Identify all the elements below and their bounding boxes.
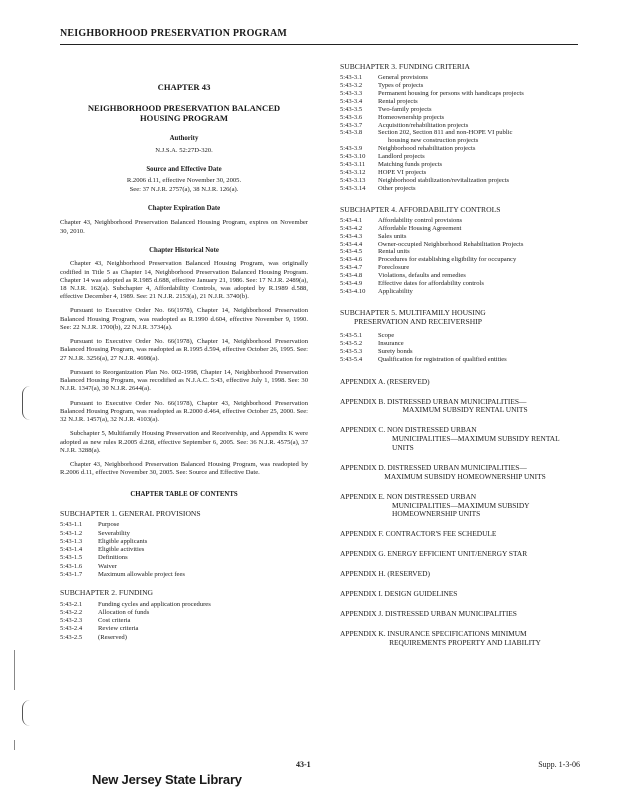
- section-number: 5:43-5.4: [340, 355, 363, 363]
- section-title: Homeownership projects: [378, 113, 445, 121]
- toc-entry: [340, 161, 590, 169]
- toc-entry: [340, 153, 590, 161]
- section-title: Other projects: [378, 184, 416, 192]
- section-title: Funding cycles and application procedures: [98, 600, 211, 608]
- appendix-title-line: APPENDIX K. INSURANCE SPECIFICATIONS MINIMUM: [340, 628, 527, 638]
- appendix-entry: [340, 426, 590, 453]
- section-number: 5:43-1.4: [60, 546, 83, 554]
- section-number: 5:43-3.10: [340, 153, 366, 161]
- section-title: Surety bonds: [378, 347, 413, 355]
- supplement-date: Supp. 1-3-06: [538, 760, 580, 769]
- section-number: 5:43-1.2: [60, 529, 83, 537]
- appendix-title-line: REQUIREMENTS PROPERTY AND LIABILITY: [389, 637, 541, 647]
- toc-entry: [340, 82, 590, 90]
- section-number: 5:43-4.5: [340, 248, 363, 256]
- toc-entry: [340, 169, 590, 177]
- history-paragraph: Subchapter 5, Multifamily Housing Preservation and Receivership, and Appendix K were adopted as new rules R.2005 d.268, effective September 6, 2005. See: 36 N.J.R. 4575(a), 37 N.J.R. 3288(a).: [60, 430, 308, 454]
- section-number: 5:43-2.3: [60, 617, 83, 625]
- page-number: 43-1: [296, 760, 311, 769]
- section-title: Cost criteria: [98, 617, 131, 625]
- toc-entry: [60, 521, 308, 529]
- appendix-entry: APPENDIX J. DISTRESSED URBAN MUNICIPALITIES: [340, 608, 517, 618]
- toc-entry: [60, 634, 308, 642]
- margin-bracket-mark: [22, 700, 32, 726]
- source-text: [60, 177, 308, 193]
- section-title: Foreclosure: [378, 264, 410, 272]
- section-title: Types of projects: [378, 82, 424, 90]
- section-number: 5:43-3.3: [340, 89, 363, 97]
- toc-entry: [60, 538, 308, 546]
- appendix-title-line: MUNICIPALITIES—MAXIMUM SUBSIDY: [392, 500, 530, 510]
- toc-entry: [340, 129, 590, 145]
- section-title: Matching funds projects: [378, 161, 443, 169]
- section-number: 5:43-1.3: [60, 537, 83, 545]
- toc-entry: [340, 225, 590, 233]
- toc-entry: [340, 122, 590, 130]
- toc-entry: [60, 625, 308, 633]
- section-title: Qualification for registration of qualified entities: [378, 355, 507, 363]
- history-paragraph: Pursuant to Reorganization Plan No. 002-1998, Chapter 14, Neighborhood Preservation Balanced Housing Program, was recodified as N.J.A.C. 5:43, effective July 1, 1998. See: 30 N.J.R. 1347(a), 30 N.J.R. 2644(a).: [60, 368, 308, 393]
- toc-entry: [60, 617, 308, 625]
- section-title: Applicability: [378, 287, 413, 295]
- subchapter-heading-line: SUBCHAPTER 5. MULTIFAMILY HOUSING: [340, 307, 486, 317]
- section-title: Affordability control provisions: [378, 216, 463, 224]
- history-paragraph: Chapter 43, Neighborhood Preservation Balanced Housing Program, was originally codified in Title 5 as Chapter 14, Neighborhood Preservation Balanced Housing Program. Chapter 14 was adopted as R.1985 d.688, effective January 21, 1986. See: 17 N.J.R. 2489(a), 18 N.J.R. 162(a). Subchapter 4, Affordability Controls, was adopted by R.1989 d.588, effective December 4, 1989. See: 21 N.J.R. 2153(a), 21 N.J.R. 3740(b).: [60, 260, 308, 301]
- appendix-entry: [340, 493, 590, 520]
- toc-entry: [340, 356, 590, 364]
- section-number: 5:43-3.8: [340, 129, 363, 137]
- section-title: Insurance: [378, 340, 404, 347]
- section-number: 5:43-3.7: [340, 121, 363, 129]
- section-number: 5:43-3.5: [340, 105, 363, 113]
- section-number: 5:43-3.12: [340, 168, 366, 176]
- appendix-entry: APPENDIX A. (RESERVED): [340, 376, 430, 386]
- toc-entry: [340, 280, 590, 288]
- section-number: 5:43-3.1: [340, 74, 363, 82]
- toc-entry: [340, 145, 590, 153]
- section-title: Purpose: [98, 521, 120, 529]
- history-paragraph: Pursuant to Executive Order No. 66(1978), Chapter 14, Neighborhood Preservation Balanced Housing Program, was readopted as R.1990 d.604, effective November 9, 1990. See: 22 N.J.R. 1700(b), 22 N.J.R. 3734(a).: [60, 307, 308, 331]
- section-number: 5:43-4.7: [340, 264, 363, 272]
- section-number: 5:43-2.4: [60, 625, 83, 633]
- toc-entry: [340, 233, 590, 241]
- section-number: 5:43-4.2: [340, 224, 363, 232]
- appendix-entry: APPENDIX G. ENERGY EFFICIENT UNIT/ENERGY STAR: [340, 549, 528, 559]
- expiration-heading: Chapter Expiration Date: [147, 204, 221, 212]
- section-number: 5:43-4.9: [340, 280, 363, 288]
- section-title: General provisions: [378, 74, 428, 82]
- section-number: 5:43-1.6: [60, 562, 83, 570]
- subchapter-heading: SUBCHAPTER 3. FUNDING CRITERIA: [340, 62, 470, 71]
- appendix-entry: APPENDIX F. CONTRACTOR'S FEE SCHEDULE: [340, 529, 497, 539]
- appendix-entry: APPENDIX H. (RESERVED): [340, 569, 430, 579]
- appendix-title-line: APPENDIX E. NON DISTRESSED URBAN: [340, 491, 477, 501]
- section-number: 5:43-2.5: [60, 633, 83, 641]
- toc-entry: [340, 114, 590, 122]
- section-title-line: Section 202, Section 811 and non-HOPE VI public: [378, 129, 513, 137]
- section-number: 5:43-4.10: [340, 287, 366, 295]
- toc-entry: [340, 90, 590, 98]
- header-rule: [60, 44, 578, 45]
- appendix-entry: APPENDIX I. DESIGN GUIDELINES: [340, 588, 458, 598]
- subchapter-heading: SUBCHAPTER 2. FUNDING: [60, 588, 154, 598]
- margin-tick-mark: [14, 740, 15, 750]
- toc-entry: [340, 256, 590, 264]
- section-number: 5:43-4.4: [340, 240, 363, 248]
- section-title: Scope: [378, 332, 395, 340]
- section-title: Eligible applicants: [98, 537, 148, 545]
- toc-entry: [340, 74, 590, 82]
- section-number: 5:43-5.2: [340, 340, 363, 347]
- toc-list: [60, 601, 308, 642]
- section-number: 5:43-3.4: [340, 97, 363, 105]
- chapter-title-line: HOUSING PROGRAM: [139, 113, 229, 124]
- appendix-entry: [340, 464, 590, 482]
- section-number: 5:43-3.14: [340, 184, 366, 192]
- section-title: Neighborhood rehabilitation projects: [378, 145, 476, 153]
- section-title: Violations, defaults and remedies: [378, 272, 466, 280]
- appendix-entry: [340, 630, 590, 648]
- toc-entry: [340, 106, 590, 114]
- toc-list: [340, 217, 590, 296]
- section-title: Landlord projects: [378, 153, 425, 161]
- section-title: Procedures for establishing eligibility for occupancy: [378, 256, 517, 264]
- toc-entry: [60, 554, 308, 562]
- subchapter-heading: SUBCHAPTER 4. AFFORDABILITY CONTROLS: [340, 204, 501, 214]
- toc-entry: [340, 332, 590, 340]
- appendix-title-line: APPENDIX C. NON DISTRESSED URBAN: [340, 425, 477, 435]
- section-title: Effective dates for affordability controls: [378, 280, 484, 288]
- section-title: Maximum allowable project fees: [98, 570, 185, 578]
- appendix-entry: [340, 398, 590, 416]
- toc-entry: [60, 571, 308, 579]
- section-number: 5:43-1.1: [60, 521, 83, 529]
- toc-list: [340, 74, 590, 193]
- section-number: 5:43-4.1: [340, 216, 363, 224]
- subchapter-heading: [340, 308, 590, 326]
- history-heading: Chapter Historical Note: [149, 246, 219, 254]
- appendix-title-line: MUNICIPALITIES—MAXIMUM SUBSIDY RENTAL: [392, 434, 560, 444]
- toc-entry: [60, 601, 308, 609]
- subchapter-heading-line: PRESERVATION AND RECEIVERSHIP: [354, 316, 482, 326]
- source-heading: Source and Effective Date: [146, 165, 222, 173]
- margin-bracket-mark: [22, 386, 32, 420]
- toc-entry: [60, 609, 308, 617]
- section-title: Affordable Housing Agreement: [378, 224, 462, 232]
- appendix-title-line: MAXIMUM SUBSIDY RENTAL UNITS: [402, 405, 528, 415]
- appendix-title-line: APPENDIX D. DISTRESSED URBAN MUNICIPALITIES—: [340, 462, 527, 472]
- section-title-continuation: housing new construction projects: [388, 137, 479, 145]
- toc-entry: [340, 340, 590, 348]
- section-title: Review criteria: [98, 625, 139, 633]
- toc-entry: [340, 241, 590, 249]
- section-title: Rental projects: [378, 97, 418, 105]
- appendix-title-line: MAXIMUM SUBSIDY HOMEOWNERSHIP UNITS: [384, 471, 546, 481]
- section-title: Owner-occupied Neighborhood Rehabilitation Projects: [378, 240, 524, 248]
- margin-tick-mark: [14, 650, 15, 690]
- toc-entry: [340, 272, 590, 280]
- section-number: 5:43-3.9: [340, 145, 363, 153]
- section-number: 5:43-2.2: [60, 608, 83, 616]
- library-stamp: New Jersey State Library: [92, 772, 242, 787]
- section-title: Rental units: [378, 248, 410, 256]
- section-number: 5:43-5.3: [340, 347, 363, 355]
- left-column: [60, 60, 308, 642]
- expiration-text: Chapter 43, Neighborhood Preservation Balanced Housing Program, expires on November 30, 2010.: [60, 219, 308, 235]
- toc-entry: [340, 264, 590, 272]
- appendix-title-line: HOMEOWNERSHIP UNITS: [392, 509, 481, 519]
- authority-text: N.J.S.A. 52:27D-320.: [155, 146, 213, 154]
- section-number: 5:43-3.6: [340, 113, 363, 121]
- section-title: Allocation of funds: [98, 608, 150, 616]
- authority-heading: Authority: [169, 135, 199, 143]
- history-paragraph: Chapter 43, Neighborhood Preservation Balanced Housing Program, was readopted by R.2006 d.11, effective November 30, 2005. See: Source and Effective Date.: [60, 461, 308, 477]
- running-head: NEIGHBORHOOD PRESERVATION PROGRAM: [60, 28, 288, 39]
- section-number: 5:43-4.3: [340, 232, 363, 240]
- section-number: 5:43-3.13: [340, 176, 366, 184]
- section-title: Two-family projects: [378, 105, 432, 113]
- section-title: HOPE VI projects: [378, 168, 427, 176]
- toc-entry: [340, 217, 590, 225]
- chapter-title: [60, 103, 308, 124]
- section-number: 5:43-3.11: [340, 161, 366, 169]
- section-title: Sales units: [378, 232, 407, 240]
- section-number: 5:43-3.2: [340, 82, 363, 90]
- toc-entry: [340, 177, 590, 185]
- right-column: [340, 60, 590, 647]
- chapter-number: CHAPTER 43: [157, 82, 211, 92]
- chapter-title-line: NEIGHBORHOOD PRESERVATION BALANCED: [87, 102, 281, 113]
- section-number: 5:43-1.7: [60, 570, 83, 578]
- history-paragraph: Pursuant to Executive Order No. 66(1978), Chapter 14, Neighborhood Preservation Balanced Housing Program, was readopted as R.1995 d.594, effective October 26, 1995. See: 27 N.J.R. 3256(a), 27 N.J.R. 4698(a).: [60, 338, 308, 362]
- toc-entry: [60, 546, 308, 554]
- section-number: 5:43-4.8: [340, 272, 363, 280]
- section-title: (Reserved): [98, 633, 127, 641]
- toc-entry: [340, 348, 590, 356]
- section-title: Waiver: [98, 562, 117, 570]
- history-paragraph: Pursuant to Executive Order No. 66(1978), Chapter 43, Neighborhood Preservation Balanced Housing Program, was readopted as R.2000 d.464, effective October 25, 2000. See: 32 N.J.R. 1457(a), 32 N.J.R. 4103(a).: [60, 399, 308, 424]
- section-number: 5:43-2.1: [60, 600, 83, 608]
- section-number: 5:43-1.5: [60, 554, 83, 562]
- toc-entry: [60, 563, 308, 571]
- toc-list: [340, 332, 590, 364]
- toc-list: [60, 521, 308, 579]
- appendix-title-line: APPENDIX B. DISTRESSED URBAN MUNICIPALITIES—: [340, 396, 527, 406]
- section-number: 5:43-5.1: [340, 332, 363, 340]
- toc-entry: [340, 288, 590, 296]
- source-line: See: 37 N.J.R. 2757(a), 38 N.J.R. 126(a).: [129, 185, 239, 193]
- toc-heading: CHAPTER TABLE OF CONTENTS: [130, 491, 238, 499]
- subchapter-heading: SUBCHAPTER 1. GENERAL PROVISIONS: [60, 508, 201, 518]
- section-title: Acquisition/rehabilitation projects: [378, 121, 469, 129]
- toc-entry: [340, 248, 590, 256]
- section-title: Eligible activities: [98, 546, 145, 554]
- section-title: [378, 129, 590, 145]
- section-title: Permanent housing for persons with handicaps projects: [378, 89, 524, 97]
- section-title: Definitions: [98, 554, 128, 562]
- section-title: Neighborhood stabilization/revitalization projects: [378, 176, 510, 184]
- source-line: R.2006 d.11, effective November 30, 2005.: [126, 177, 242, 185]
- section-number: 5:43-4.6: [340, 256, 363, 264]
- toc-entry: [340, 185, 590, 193]
- toc-entry: [340, 98, 590, 106]
- toc-entry: [60, 530, 308, 538]
- appendix-title-line: UNITS: [392, 443, 414, 453]
- section-title: Severability: [98, 529, 130, 537]
